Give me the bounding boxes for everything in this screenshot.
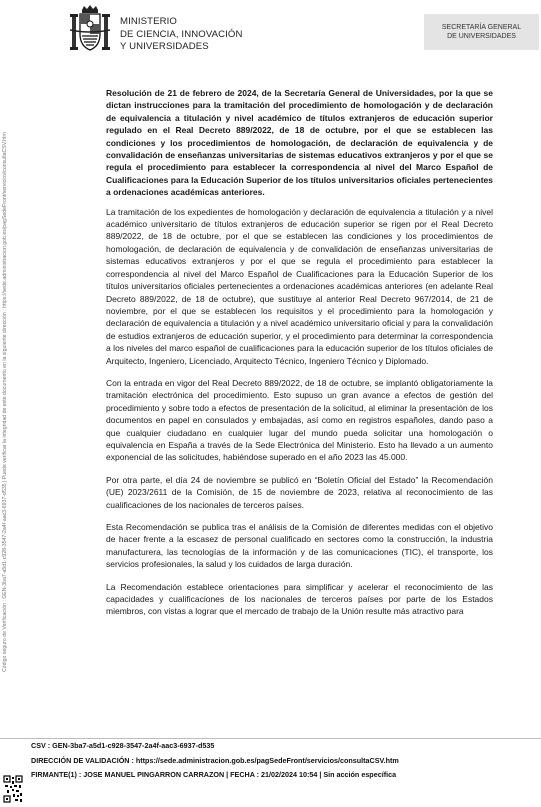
document-body <box>106 87 493 628</box>
coat-of-arms-icon <box>70 4 110 56</box>
qr-code-icon <box>3 775 23 803</box>
secretaria-box <box>424 14 539 50</box>
ministry-line: Y UNIVERSIDADES <box>120 41 209 52</box>
resolution-title: Resolución de 21 de febrero de 2024, de la Secretaría General de Universidades, por la que se dictan instrucciones para la tramitación del procedimiento de homologación y de declaración de equivalencia a titulación y nivel académico de títulos extranjeros de educación superior regulado en el Real Decreto 889/2022, de 18 de octubre, por el que se establecen las condiciones y los procedimientos de homologación, de declaración de equivalencia y de convalidación de enseñanzas universitarias de sistemas educativos extranjeros y por el que se regula el procedimiento para establecer la correspondencia al nivel del Marco Español de Cualificaciones para la Educación Superior de los títulos universitarios oficiales pertenecientes a ordenaciones académicas anteriores. <box>106 88 493 198</box>
body-paragraph: Con la entrada en vigor del Real Decreto 889/2022, de 18 de octubre, se implantó obligatoriamente la tramitación electrónica del procedimiento. Esto supuso un gran avance a efectos de gestión del procedimiento y sobre todo a efectos de presentación de la solicitud, al eliminar la presentación de los documentos en papel en consulados y embajadas, así como en registros españoles, dando paso a que cualquier ciudadano en cualquier lugar del mundo pueda solicitar una homologación o equivalencia en España a través de la Sede Electrónica del Ministerio. Esto ha llevado a un aumento exponencial de las solicitudes, habiéndose superado en el año 2023 las 45.000. <box>106 377 493 463</box>
body-paragraph: Esta Recomendación se publica tras el análisis de la Comisión de diferentes medidas con el objetivo de hacer frente a la escasez de personal cualificado en sectores como la construcción, la industria manufacturera, las tecnologías de la información y de las comunicaciones (TIC), el transporte, los servicios profesionales, la salud y los cuidados de larga duración. <box>106 522 493 570</box>
side-verification-strip <box>0 0 14 806</box>
validation-line: DIRECCIÓN DE VALIDACIÓN : https://sede.administracion.gob.es/pagSedeFront/servicios/consultaCSV.htm <box>31 755 399 765</box>
ministry-line: DE CIENCIA, INNOVACIÓN <box>120 28 243 40</box>
csv-line: CSV : GEN-3ba7-a5d1-c928-3547-2a4f-aac3-6937-d535 <box>31 741 215 750</box>
page-header <box>0 0 541 70</box>
signer-line: FIRMANTE(1) : JOSE MANUEL PINGARRON CARRAZON | FECHA : 21/02/2024 10:54 | Sin acción específica <box>31 770 397 779</box>
body-paragraph: Por otra parte, el día 24 de noviembre se publicó en “Boletín Oficial del Estado” la Recomendación (UE) 2023/2611 de la Comisión, de 15 de noviembre de 2023, relativa al reconocimiento de las cualificaciones de los nacionales de terceros países. <box>106 474 493 510</box>
secretaria-line: SECRETARÍA GENERAL <box>441 23 522 31</box>
body-paragraph: La Recomendación establece orientaciones para simplificar y acelerar el reconocimiento de las capacidades y cualificaciones de los nacionales de terceros países por parte de los Estados miembros, con vistas a lograr que el mercado de trabajo de la Unión resulte más atractivo para <box>106 581 493 617</box>
body-paragraph: La tramitación de los expedientes de homologación y declaración de equivalencia a titulación y a nivel académico universitario de títulos extranjeros de educación superior se rigen por el Real Decreto 889/2022, de 18 de octubre, por el que se establecen las condiciones y los procedimientos de homologación, de declaración de equivalencia y de convalidación de enseñanzas universitarias de sistemas educativos extranjeros y por el que se regula el procedimiento para establecer la correspondencia al nivel del Marco Español de Cualificaciones para la Educación Superior de los títulos universitarios oficiales pertenecientes a ordenaciones académicas anteriores (en adelante Real Decreto 889/2022, de 18 de octubre), que sustituye al anterior Real Decreto 967/2014, de 21 de noviembre, por el que se establecen los requisitos y el procedimiento para la homologación y declaración de equivalencia a titulación y a nivel académico universitario oficial y para la convalidación de estudios extranjeros de educación superior, y el procedimiento para determinar la correspondencia a los niveles del marco español de cualificaciones para la educación superior de los títulos oficiales de Arquitecto, Ingeniero, Licenciado, Arquitecto Técnico, Ingeniero Técnico y Diplomado. <box>106 206 493 366</box>
signature-footer <box>0 738 541 807</box>
secretaria-line: DE UNIVERSIDADES <box>447 33 516 40</box>
footer-lines <box>31 739 399 783</box>
side-verification-text: Código seguro de Verificación : GEN-3ba7-a5d1-c928-3547-2a4f-aac3-6937-d535 | Puede verificar la integridad de este documento en la siguiente dirección : https://sede.administracion.gob.es/pagSedeFront/servicios/consultaCSV.htm <box>2 132 8 672</box>
ministry-name <box>120 16 243 54</box>
ministry-line: MINISTERIO <box>120 16 177 27</box>
